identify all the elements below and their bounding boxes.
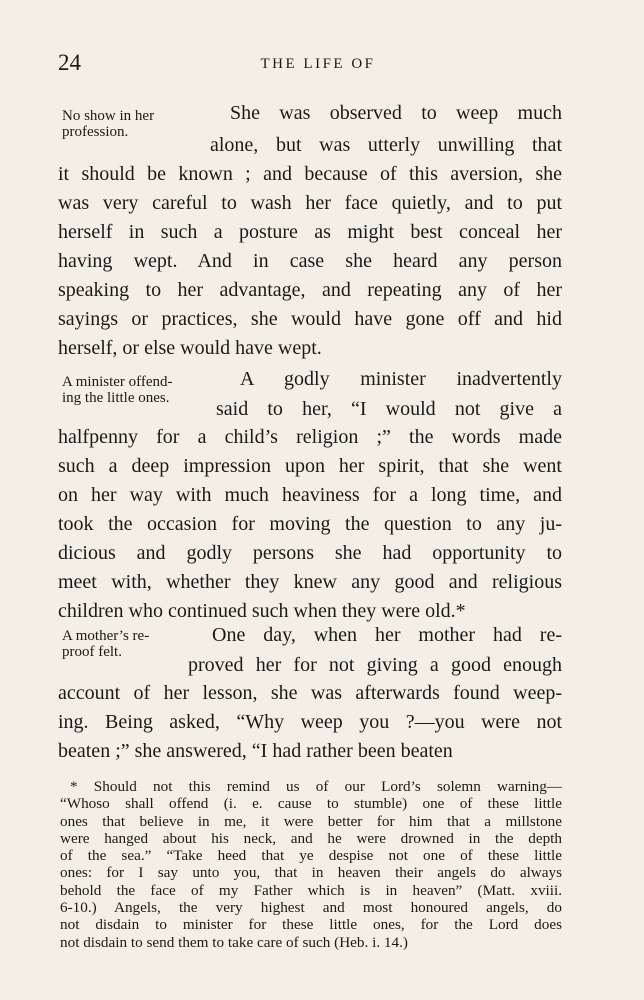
- paragraph-body: it should be known ; and because of this aversion, she was very careful to wash her face quietly, and to put herself in such a posture as might best conceal her having wept. And in case she heard any person speaking to her advantage, and repeating any of her sayings or practices, she would have gone off and hid herself, or else would have wept.: [58, 163, 562, 359]
- footnote-line: not disdain to minister for these little ones, for the Lord does: [60, 916, 562, 934]
- footnote-line: ones: for I say unto you, that in heaven their angels do always: [60, 864, 562, 882]
- footnote-line: “Whoso shall offend (i. e. cause to stumble) one of these little: [60, 795, 562, 813]
- page-header: [58, 50, 578, 80]
- margin-note: No show in her profession.: [62, 108, 155, 140]
- footnote-line: of the sea.” “Take heed that ye despise not one of these little: [60, 847, 562, 865]
- margin-note: A minister offend- ing the little ones.: [62, 374, 173, 406]
- footnote-line: * Should not this remind us of our Lord’s solemn warning—: [70, 778, 562, 795]
- margin-note: A mother’s re- proof felt.: [62, 628, 150, 660]
- paragraph-lead: A godly minister inadvertently: [240, 368, 562, 390]
- running-title: THE LIFE OF: [260, 56, 376, 72]
- footnote-line: not disdain to send them to take care of such (Heb. i. 14.): [60, 933, 408, 951]
- footnote-line: ones that believe in me, it were better for him that a millstone: [60, 812, 562, 830]
- paragraph-body: halfpenny for a child’s religion ;” the words made such a deep impression upon her spirit, that she went on her way with much heaviness for a long time, and took the occasion for moving the question to any ju- dicious and godly persons she had opportunity to meet with, whether they knew any good and religious children who continued such when they were old.*: [58, 426, 562, 622]
- footnote-line: were hanged about his neck, and he were drowned in the depth: [60, 829, 562, 847]
- footnote-line: 6-10.) Angels, the very highest and most honoured angels, do: [60, 899, 562, 917]
- paragraph-lead: One day, when her mother had re-: [212, 624, 562, 646]
- paragraph-body: account of her lesson, she was afterwards found weep- ing. Being asked, “Why weep you ?—you were not beaten ;” she answered, “I had rather been beaten: [58, 682, 562, 762]
- paragraph-lead: proved her for not giving a good enough: [188, 654, 562, 676]
- paragraph-lead: alone, but was utterly unwilling that: [210, 134, 562, 156]
- footnote: [60, 778, 562, 951]
- paragraph-lead: said to her, “I would not give a: [216, 398, 562, 420]
- paragraph-lead: She was observed to weep much: [230, 102, 562, 124]
- footnote-line: behold the face of my Father which is in heaven” (Matt. xviii.: [60, 881, 562, 899]
- page-number: 24: [58, 50, 81, 75]
